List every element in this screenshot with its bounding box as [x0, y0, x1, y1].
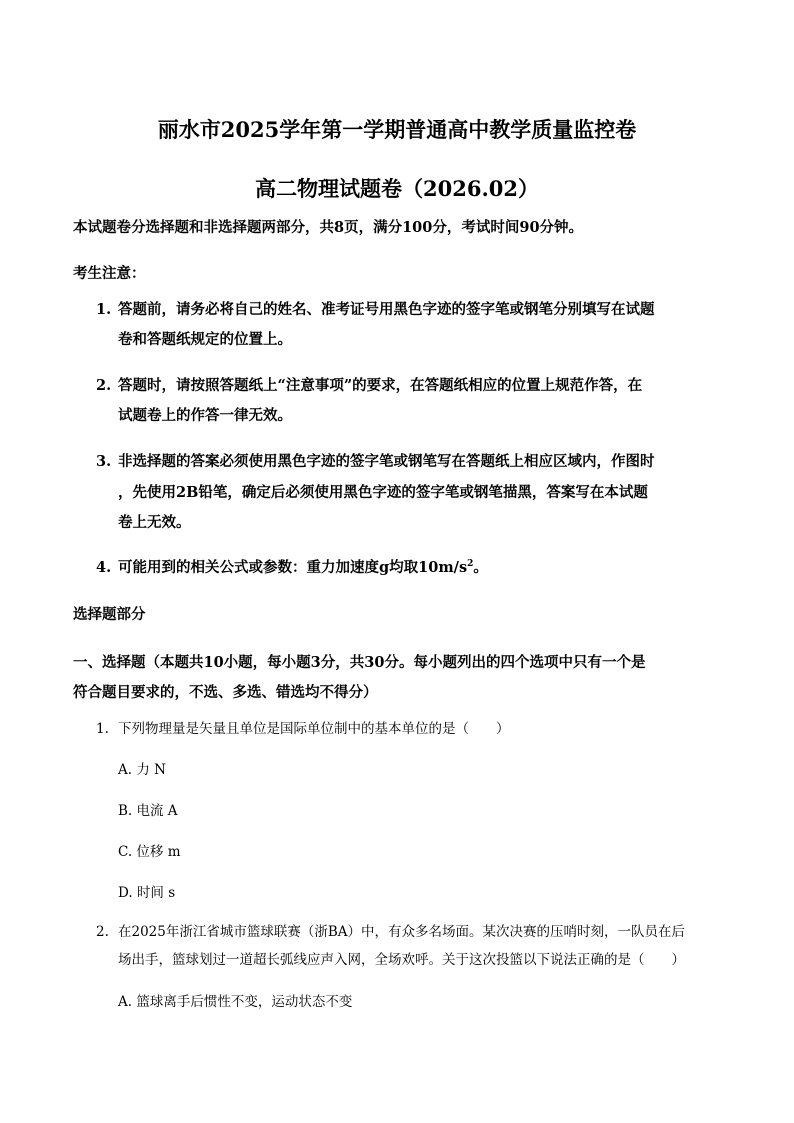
notice-item-text: 非选择题的答案必须使用黑色字迹的签字笔或钢笔写在答题纸上相应区域内，作图时 — [118, 453, 655, 470]
notice-item — [96, 298, 655, 319]
question-1 — [96, 717, 510, 737]
notice-item-continuation: 卷上无效。 — [118, 514, 191, 531]
notice-item — [96, 556, 488, 577]
question-2 — [96, 920, 685, 940]
notice-item-number: 2. — [96, 377, 112, 394]
page-title: 丽水市2025学年第一学期普通高中教学质量监控卷 — [157, 117, 637, 142]
option-d: D. 时间 s — [118, 885, 176, 901]
notice-item-number: 3. — [96, 453, 112, 470]
question-number: 1. — [96, 721, 109, 737]
question-number: 2. — [96, 924, 109, 940]
question-text: 在2025年浙江省城市篮球联赛（浙BA）中，有众多名场面。某次决赛的压哨时刻，一队员在后 — [118, 924, 686, 940]
notice-item-text: 答题前，请务必将自己的姓名、准考证号用黑色字迹的签字笔或钢笔分别填写在试题 — [118, 301, 655, 318]
section-heading-continuation: 符合题目要求的，不选、多选、错选均不得分） — [73, 684, 378, 701]
notice-item-end: 。 — [473, 559, 488, 576]
option-b: B. 电流 A — [118, 803, 178, 819]
section-label: 选择题部分 — [73, 606, 146, 623]
page-subtitle: 高二物理试题卷（2026.02） — [255, 176, 539, 201]
notice-item-superscript: 2 — [467, 559, 474, 570]
option-c: C. 位移 m — [118, 844, 181, 860]
notice-item-text: 答题时，请按照答题纸上“注意事项”的要求，在答题纸相应的位置上规范作答，在 — [118, 377, 643, 394]
option-a: A. 篮球离手后惯性不变，运动状态不变 — [118, 994, 353, 1010]
notice-item-continuation: ，先使用2B铅笔，确定后必须使用黑色字迹的签字笔或钢笔描黑，答案写在本试题 — [118, 484, 648, 501]
notice-item — [96, 450, 655, 471]
option-a: A. 力 N — [118, 762, 166, 778]
notice-heading: 考生注意： — [73, 265, 146, 282]
notice-item-continuation: 试题卷上的作答一律无效。 — [118, 407, 292, 424]
notice-item-number: 1. — [96, 301, 112, 318]
question-text-continuation: 场出手，篮球划过一道超长弧线应声入网，全场欢呼。关于这次投篮以下说法正确的是（ ） — [118, 952, 685, 968]
notice-item-text: 可能用到的相关公式或参数：重力加速度g均取10m/s — [118, 559, 468, 576]
question-text: 下列物理量是矢量且单位是国际单位制中的基本单位的是（ ） — [118, 721, 510, 737]
notice-item-continuation: 卷和答题纸规定的位置上。 — [118, 331, 292, 348]
section-heading: 一、选择题（本题共10小题，每小题3分，共30分。每小题列出的四个选项中只有一个是 — [73, 654, 646, 671]
notice-item — [96, 374, 642, 395]
intro-text: 本试题卷分选择题和非选择题两部分，共8页，满分100分，考试时间90分钟。 — [73, 219, 584, 236]
notice-item-number: 4. — [96, 559, 112, 576]
